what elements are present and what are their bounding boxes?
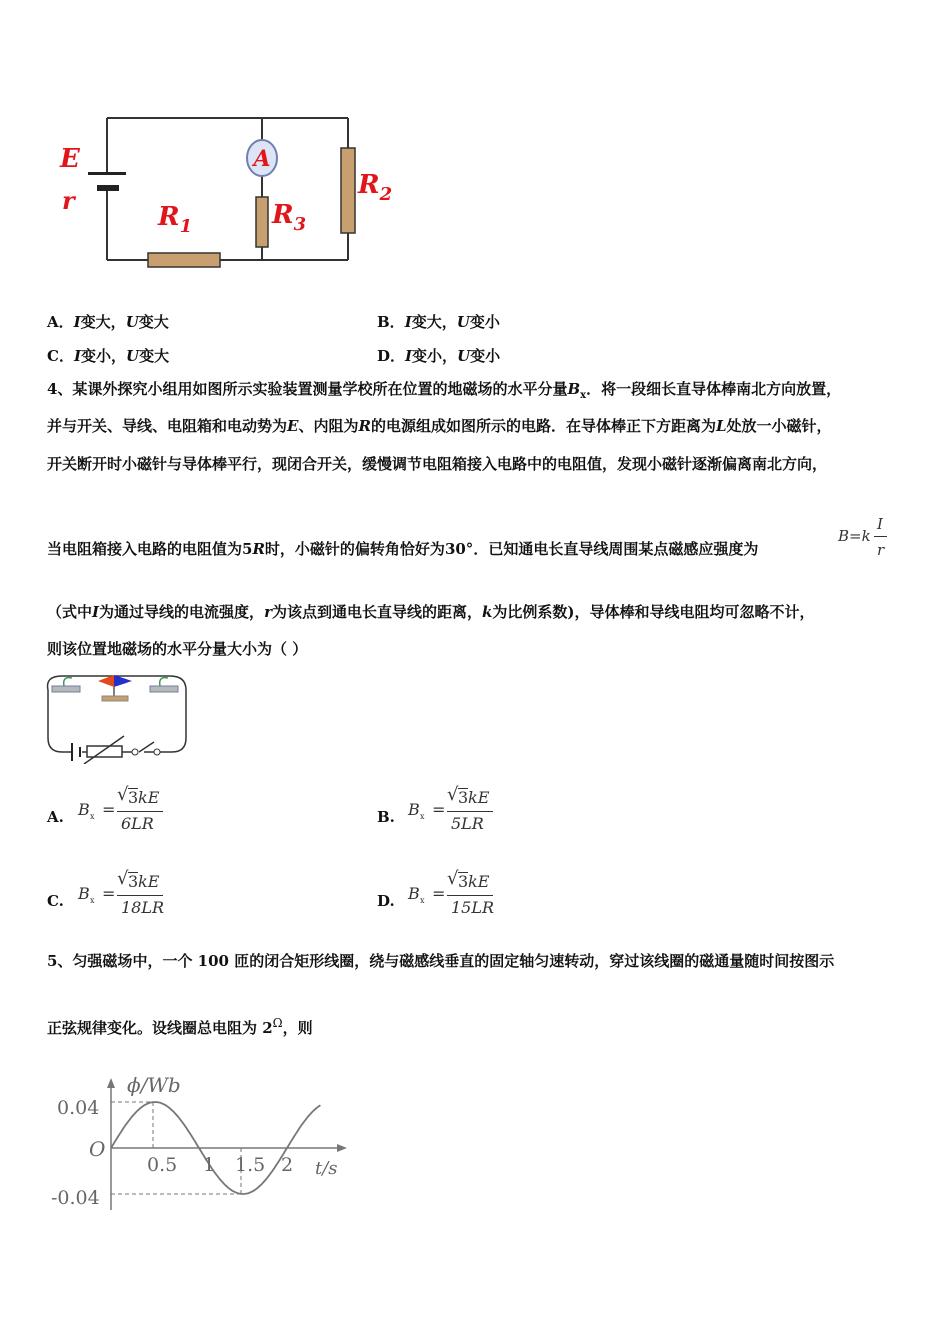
graph-x-tick-1: 1 <box>203 1154 216 1176</box>
graph-y-label: ϕ/Wb <box>127 1073 181 1097</box>
graph-x-tick-1-5: 1.5 <box>235 1154 266 1176</box>
q4-line-6: 则该位置地磁场的水平分量大小为（ ） <box>47 640 308 658</box>
q4-option-a[interactable]: A. B x = √ 3 kE 6LR <box>47 786 247 838</box>
q3-option-b[interactable]: B．I变大，U变小 <box>377 313 500 331</box>
q3-option-a[interactable]: A．I变大，U变大 <box>47 313 169 331</box>
field-formula: B=k I r <box>838 515 898 563</box>
resistor-r3 <box>256 197 268 247</box>
internal-resistance-label: r <box>62 186 75 215</box>
ammeter-label: A <box>253 146 271 172</box>
circuit-diagram-q3 <box>40 105 420 280</box>
r3-label: $R_3$ <box>272 200 307 235</box>
graph-x-tick-0-5: 0.5 <box>147 1154 178 1176</box>
q4-option-b[interactable]: B. B x = √ 3 kE 5LR <box>377 786 577 838</box>
flux-time-graph <box>45 1068 355 1218</box>
q4-line-5: （式中I为通过导线的电流强度，r为该点到通电长直导线的距离，k为比例系数)，导体棒和导线电阻均可忽略不计， <box>47 603 815 621</box>
resistor-r1 <box>148 253 220 267</box>
graph-y-bottom-tick: -0.04 <box>51 1187 100 1209</box>
graph-origin-label: O <box>89 1137 106 1161</box>
battery-long-plate <box>88 172 126 175</box>
apparatus-diagram-q4 <box>42 672 192 764</box>
battery-short-plate <box>97 185 119 191</box>
graph-x-tick-2: 2 <box>281 1154 294 1176</box>
compass-needle-icon <box>98 675 114 687</box>
graph-x-label: t/s <box>315 1158 338 1179</box>
q4-option-d[interactable]: D. B x = √ 3 kE 15LR <box>377 868 495 917</box>
r2-label: $R_2$ <box>358 170 393 205</box>
graph-y-top-tick: 0.04 <box>57 1097 100 1119</box>
q4-line-1: 4、某课外探究小组用如图所示实验装置测量学校所在位置的地磁场的水平分量$B_x$．将一段细长直导体棒南北方向放置， <box>47 380 842 401</box>
q4-line-3: 开关断开时小磁针与导体棒平行，现闭合开关，缓慢调节电阻箱接入电路中的电阻值，发现小磁针逐渐偏离南北方向， <box>47 455 828 473</box>
q5-line-1: 5、匀强磁场中，一个 100 匝的闭合矩形线圈，绕与磁感线垂直的固定轴匀速转动，穿过该线圈的磁通量随时间按图示 <box>47 952 835 970</box>
q4-option-c[interactable]: C. B x = √ 3 kE 18LR <box>47 868 165 917</box>
emf-label: E <box>60 144 80 174</box>
q4-line-2: 并与开关、导线、电阻箱和电动势为E、内阻为R的电源组成如图所示的电路．在导体棒正下方距离为L处放一小磁针， <box>47 417 832 435</box>
q3-option-c[interactable]: C．I变小，U变大 <box>47 347 170 365</box>
q3-option-d[interactable]: D．I变小，U变小 <box>377 347 501 365</box>
resistor-r2 <box>341 148 355 233</box>
r1-label: $R_1$ <box>158 202 193 237</box>
q4-line-4: 当电阻箱接入电路的电阻值为5R时，小磁针的偏转角恰好为30°．已知通电长直导线周围某点磁感应强度为 <box>47 540 759 558</box>
q5-line-2: 正弦规律变化。设线圈总电阻为 $2^\Omega$，则 <box>47 1016 313 1037</box>
